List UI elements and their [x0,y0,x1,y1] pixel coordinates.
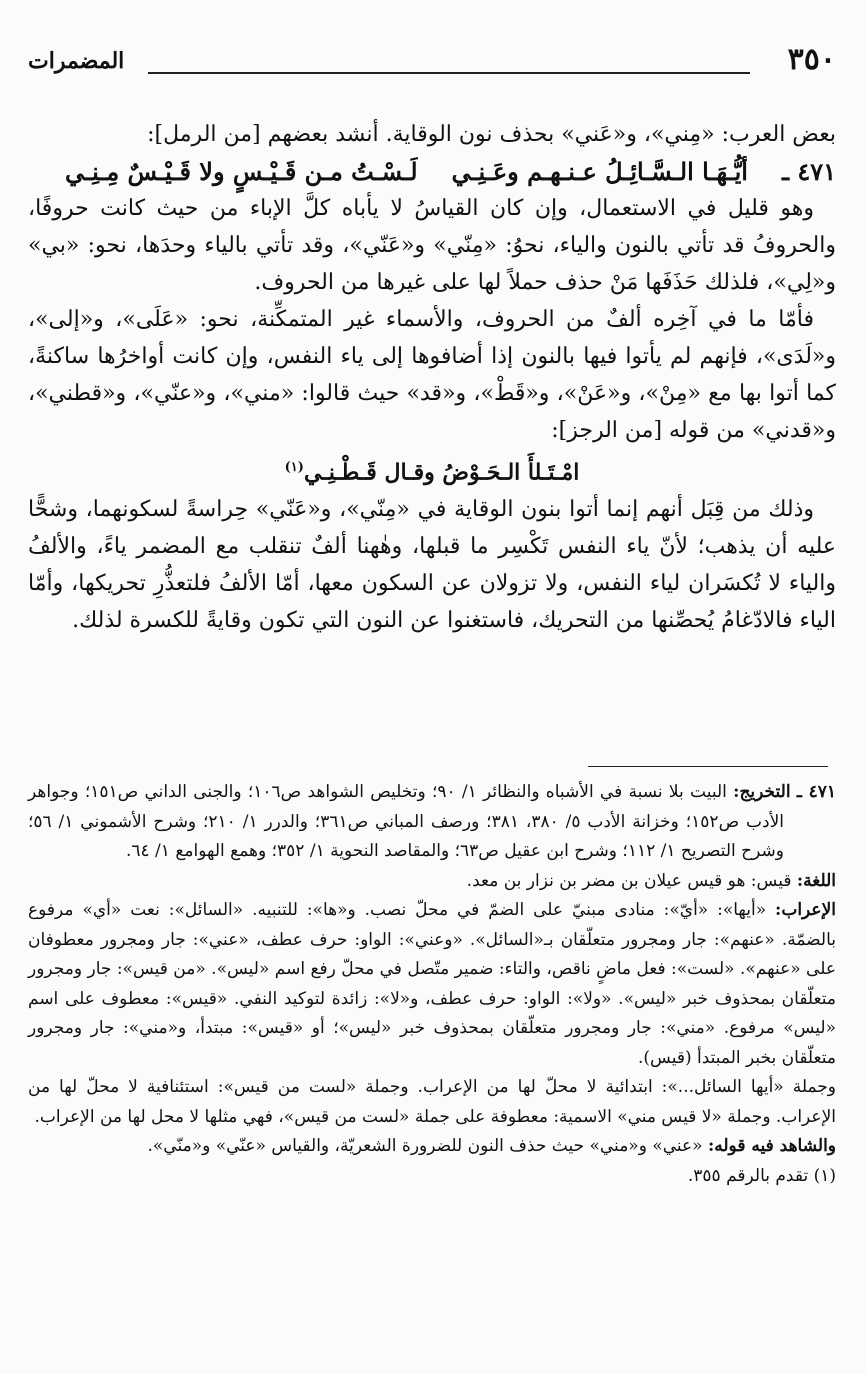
lugha-label: اللغة: [796,870,836,891]
rajaz-verse-text: امْـتَـلأَ الـحَـوْضُ وقـال قَـطْـنِـي [303,459,580,486]
shahid-text: «عني» و«مني» حيث حذف النون للضرورة الشعريّة، والقياس «عنّي» و«منّي». [147,1136,703,1156]
header-rule [148,72,750,74]
footnote-1 [28,1162,836,1192]
intro-line: بعض العرب: «مِني»، و«عَني» بحذف نون الوقاية. أنشد بعضهم [من الرمل]: [147,122,836,147]
rajaz-verse [28,449,836,491]
irab-label: الإعراب: [775,900,836,920]
note-irab [28,896,836,1073]
main-text [28,116,836,639]
note-shahid [28,1132,836,1162]
paragraph-3: وذلك من قِبَل أنهم إنما أتوا بنون الوقاية في «مِنّي»، و«عَنّي» حِراسةً لسكونهما، وشحًّا عليه أن يذهب؛ لأنّ ياء النفس تَكْسِر ما قبلها، وهٰهنا ألفٌ تنقلب مع المضمر ياءً، والألفُ والياء لا تُكسَران لياء النفس، ولا تزولان عن السكون معها، أمّا الألفُ فلتعذُّرِ تحريكها، وأمّا الياء فالادّغامُ يُحصِّنها من التحريك، فاستغنوا عن النون التي تكون وقايةً للكسرة لذلك. [28,497,836,634]
note-jumla: وجملة «أيها السائل...»: ابتدائية لا محلّ لها من الإعراب. وجملة «لست من قيس»: استئنافية لا محلّ لها من الإعراب. وجملة «لا قيس مني» الاسمية: معطوفة على جملة «لست من قيس»، فهي مثلها لا محل لها من الإعراب. [28,1077,836,1127]
page-header [28,42,836,82]
section-title: المضمرات [28,48,125,74]
note-takhrij [28,778,836,867]
footnote-ref: (١) [284,460,304,475]
verse-number: ٤٧١ ـ [781,157,836,186]
lugha-text: قيس: هو قيس عيلان بن مضر بن نزار بن معد. [466,870,792,891]
footnotes [28,778,836,1191]
footnote-divider [588,766,828,767]
shahid-label: والشاهد فيه قوله: [707,1136,836,1156]
footnote-1-marker: (١) [813,1165,836,1186]
irab-text: «أيها»: «أيّ»: منادى مبنيّ على الضمّ في محلّ نصب. و«ها»: للتنبيه. «السائل»: نعت «أي» مرفوع بالضمّة. «عنهم»: جار ومجرور متعلّقان بـ«السائل». «وعني»: الواو: حرف عطف، «عني»: جار ومجرور معطوفان على «عنهم». «لست»: فعل ماضٍ ناقص، والتاء: ضمير متّصل في محلّ رفع اسم «ليس». «من قيس»: جار ومجرور متعلّقان بمحذوف خبر «ليس». «ولا»: الواو: حرف عطف، و«لا»: زائدة لتوكيد النفي. «قيس»: معطوف على اسم «ليس» مرفوع. «مني»: جار ومجرور متعلّقان بمحذوف خبر «ليس»؛ أو «قيس»: مبتدأ، و«مني»: جار ومجرور متعلّقان بخبر المبتدأ (قيس). [28,900,836,1068]
takhrij-label: التخريج: [733,782,791,802]
paragraph-1: وهو قليل في الاستعمال، وإن كان القياسُ لا يأباه كلَّ الإباء من حيث كانت حروفًا، والحروفُ قد تأتي بالنون والياء، نحوُ: «مِنّي» و«عَنّي»، وقد تأتي بالياء وحدَها، نحو: «بي» و«لِي»، فلذلك حَذَفَها مَنْ حذف حملاً لها على غيرها من الحروف. [28,196,836,295]
verse-first-hemistich: أيُّـهَـا الـسَّـائِـلُ عـنـهـم وعَـنِـي [451,157,748,186]
page-number: ٣٥٠ [787,42,836,77]
verse-second-hemistich: لَـسْـتُ مـن قَـيْـسٍ ولا قَـيْـسٌ مِـنِـي [65,157,418,186]
note-lugha [28,867,836,897]
takhrij-text: البيت بلا نسبة في الأشباه والنظائر ١/ ٩٠؛ وتخليص الشواهد ص١٠٦؛ والجنى الداني ص١٥١؛ وجواهر الأدب ص١٥٢؛ وخزانة الأدب ٥/ ٣٨٠، ٣٨١؛ ورصف المباني ص٣٦١؛ والدرر ١/ ٢١٠؛ وشرح الأشموني ١/ ٥٦؛ وشرح التصريح ١/ ١١٢؛ وشرح ابن عقيل ص٦٣؛ والمقاصد النحوية ١/ ٣٥٢؛ وهمع الهوامع ١/ ٦٤. [28,782,784,861]
footnote-1-text: تقدم بالرقم ٣٥٥. [687,1165,809,1186]
book-page [28,28,836,1358]
note-number: ٤٧١ ـ [796,782,836,802]
verse-471 [28,153,836,190]
paragraph-2: فأمّا ما في آخِره ألفٌ من الحروف، والأسماء غير المتمكِّنة، نحو: «عَلَى»، و«إلى»، و«لَدَى»، فإنهم لم يأتوا فيها بالنون إذا أضافوها إلى ياء النفس، وإن كانت أواخرُها ساكنةً، كما أتوا بها مع «مِنْ»، و«عَنْ»، و«قَطْ»، و«قد» حيث قالوا: «مني»، و«عنّي»، و«قطني»، و«قدني» من قوله [من الرجز]: [28,307,836,443]
